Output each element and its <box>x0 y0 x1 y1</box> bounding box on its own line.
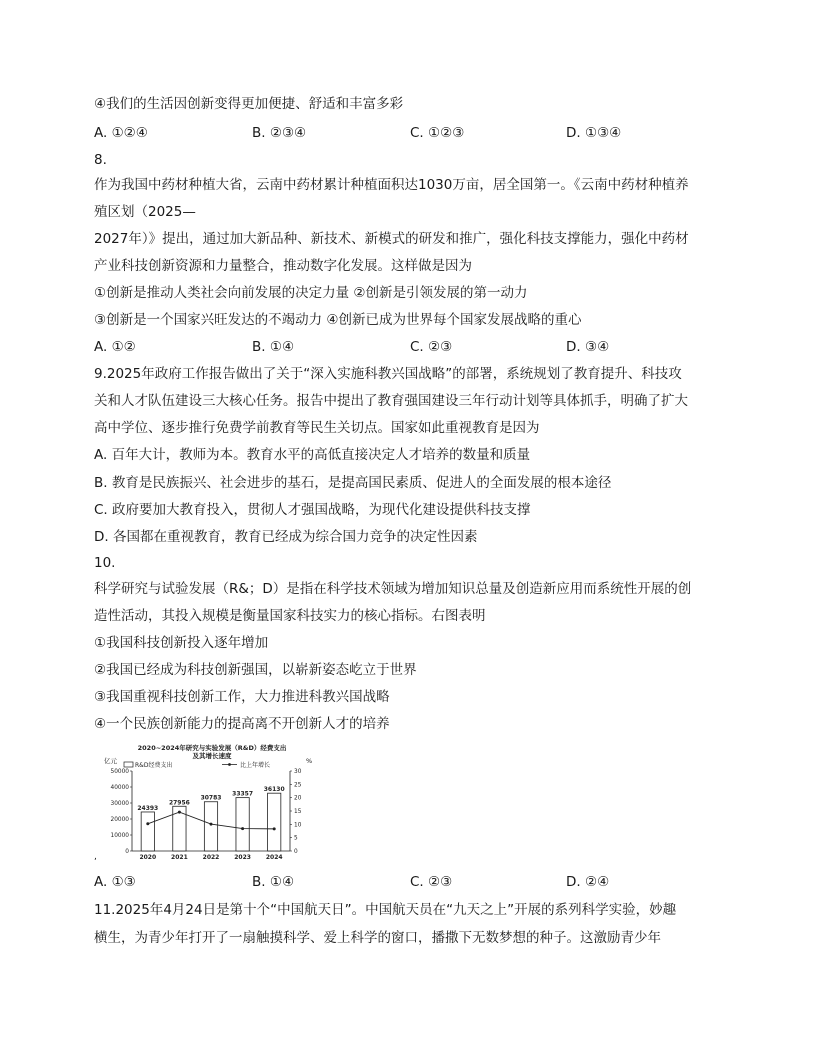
bar-2022 <box>204 802 217 851</box>
q10-stem-line-1: 科学研究与试验发展（R&；D）是指在科学技术领域为增加知识总量及创造新应用而系统性开展的创 <box>94 581 692 597</box>
bar-value-label: 30783 <box>200 794 222 802</box>
y2-axis-unit-label: % <box>306 757 313 765</box>
q7-option-b: B. ②③④ <box>252 125 307 141</box>
q7-option-a: A. ①②④ <box>94 125 148 141</box>
bar-value-label: 27956 <box>168 799 190 807</box>
bar-2024 <box>268 793 281 851</box>
q8-option-b: B. ①④ <box>252 339 295 355</box>
q8-option-d: D. ③④ <box>566 339 610 355</box>
q8-stem-line-1: 作为我国中药材种植大省，云南中药材累计种植面积达1030万亩，居全国第一。《云南中药材种植养 <box>94 177 689 193</box>
q10-item-4: ④一个民族创新能力的提高离不开创新人才的培养 <box>94 716 390 732</box>
y2-tick-label: 15 <box>294 809 302 815</box>
legend-line-marker <box>228 763 231 766</box>
q8-item-line-1: ①创新是推动人类社会向前发展的决定力量 ②创新是引领发展的第一动力 <box>94 285 528 301</box>
chart-title: 2020~2024年研究与实验发展（R&D）经费支出 <box>137 744 287 752</box>
y2-tick-label: 20 <box>294 795 302 802</box>
y-axis-unit-label: 亿元 <box>104 757 117 765</box>
q7-option-d: D. ①③④ <box>566 125 622 141</box>
y2-tick-label: 0 <box>294 849 298 855</box>
bar-2020 <box>141 812 154 851</box>
q9-option-b: B. 教育是民族振兴、社会进步的基石，是提高国民素质、促进人的全面发展的根本途径 <box>94 475 612 491</box>
bar-value-label: 24393 <box>137 804 159 812</box>
q8-number: 8. <box>94 152 107 168</box>
q11-stem-line-1: 11.2025年4月24日是第十个“中国航天日”。中国航天员在“九天之上”开展的系列科学实验，妙趣 <box>94 902 677 918</box>
q10-options <box>94 873 734 891</box>
chart-subtitle: 及其增长速度 <box>192 752 232 760</box>
legend-bar-label: R&D经费支出 <box>135 762 173 769</box>
q10-item-2: ②我国已经成为科技创新强国，以崭新姿态屹立于世界 <box>94 662 417 678</box>
q8-option-a: A. ①② <box>94 339 136 355</box>
x-tick-label: 2023 <box>234 854 251 861</box>
bar-value-label: 36130 <box>263 786 285 794</box>
q10-option-b: B. ①④ <box>252 874 295 890</box>
q10-option-d: D. ②④ <box>566 874 610 890</box>
q11-stem-line-2: 横生，为青少年打开了一扇触摸科学、爱上科学的窗口，播撒下无数梦想的种子。这激励青少年 <box>94 930 661 946</box>
q7-item-4: ④我们的生活因创新变得更加便捷、舒适和丰富多彩 <box>94 96 404 112</box>
chart-caption-mark: , <box>94 852 97 862</box>
y2-tick-label: 5 <box>294 835 298 842</box>
growth-point-2021 <box>178 811 181 814</box>
x-tick-label: 2024 <box>265 854 283 861</box>
growth-point-2022 <box>210 823 213 826</box>
q8-stem-line-2: 殖区划（2025— <box>94 204 196 220</box>
x-tick-label: 2022 <box>202 854 220 861</box>
q8-stem-line-3: 2027年）》提出，通过加大新品种、新技术、新模式的研发和推广，强化科技支撑能力，强化中药材 <box>94 231 689 247</box>
legend-bar-swatch <box>124 762 133 767</box>
growth-point-2023 <box>241 827 244 830</box>
x-tick-label: 2020 <box>139 854 157 861</box>
q7-option-c: C. ①②③ <box>410 125 465 141</box>
q9-option-d: D. 各国都在重视教育，教育已经成为综合国力竞争的决定性因素 <box>94 529 478 545</box>
y-tick-label: 50000 <box>110 769 129 775</box>
q10-item-1: ①我国科技创新投入逐年增加 <box>94 635 269 651</box>
q10-number: 10. <box>94 555 116 571</box>
q8-option-c: C. ②③ <box>410 339 453 355</box>
y-tick-label: 0 <box>125 849 129 855</box>
q9-stem-line-2: 关和人才队伍建设三大核心任务。报告中提出了教育强国建设三年行动计划等具体抓手，明确了扩大 <box>94 393 688 409</box>
y-tick-label: 20000 <box>110 817 129 823</box>
y2-tick-label: 25 <box>294 782 302 789</box>
q8-item-line-2: ③创新是一个国家兴旺发达的不竭动力 ④创新已成为世界每个国家发展战略的重心 <box>94 312 582 328</box>
q8-options <box>94 338 734 356</box>
bar-value-label: 33357 <box>232 790 254 798</box>
q8-stem-line-4: 产业科技创新资源和力量整合，推动数字化发展。这样做是因为 <box>94 258 472 274</box>
y2-tick-label: 10 <box>294 822 302 829</box>
q10-option-c: C. ②③ <box>410 874 453 890</box>
growth-point-2020 <box>146 822 149 825</box>
q9-stem-line-3: 高中学位、逐步推行免费学前教育等民生关切点。国家如此重视教育是因为 <box>94 420 540 436</box>
rd-expenditure-chart <box>94 741 324 863</box>
chart-legend <box>124 761 270 769</box>
x-tick-label: 2021 <box>171 854 188 861</box>
q10-stem-line-2: 造性活动，其投入规模是衡量国家科技实力的核心指标。右图表明 <box>94 608 486 624</box>
y-tick-label: 40000 <box>110 785 129 791</box>
q9-option-a: A. 百年大计，教师为本。教育水平的高低直接决定人才培养的数量和质量 <box>94 447 531 463</box>
y-tick-label: 30000 <box>110 801 129 807</box>
legend-line-label: 比上年增长 <box>240 762 271 769</box>
q9-option-c: C. 政府要加大教育投入，贯彻人才强国战略，为现代化建设提供科技支撑 <box>94 502 531 518</box>
y2-tick-label: 30 <box>294 769 302 775</box>
bar-2023 <box>236 798 249 851</box>
q7-options <box>94 124 734 142</box>
y-tick-label: 10000 <box>110 833 129 839</box>
q10-item-3: ③我国重视科技创新工作，大力推进科教兴国战略 <box>94 689 390 705</box>
q10-option-a: A. ①③ <box>94 874 136 890</box>
q9-stem-line-1: 9.2025年政府工作报告做出了关于“深入实施科教兴国战略”的部署，系统规划了教育提升、科技攻 <box>94 366 682 382</box>
growth-point-2024 <box>273 827 276 830</box>
